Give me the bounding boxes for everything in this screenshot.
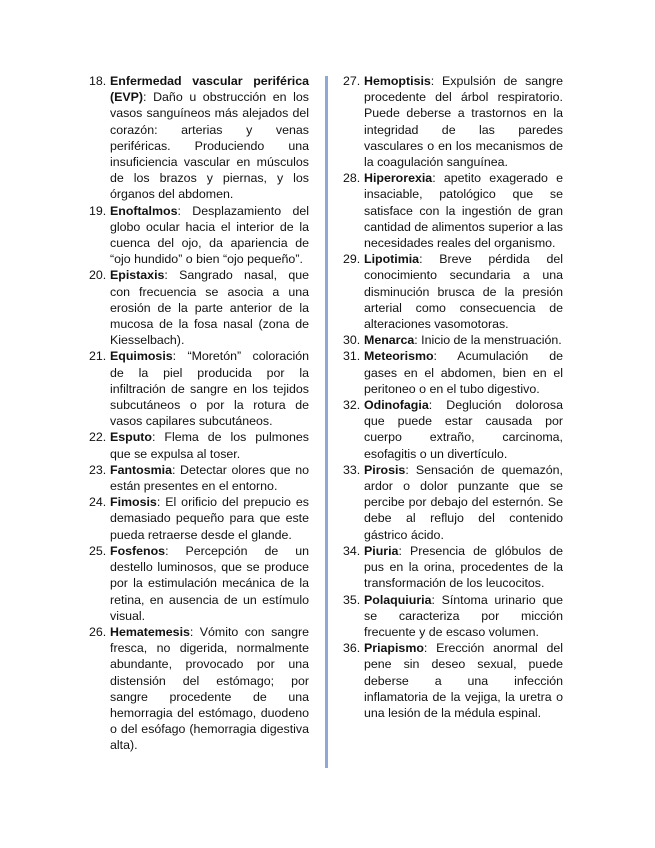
entry-term: Equimosis [110,349,173,364]
entry-term: Odinofagia [364,398,429,413]
entry-body [364,640,563,721]
glossary-entry [89,624,309,754]
entry-number: 19. [89,203,107,218]
glossary-entry [89,429,309,461]
glossary-entry [343,592,563,641]
entry-definition: : El orificio del prepucio es demasiado pequeño para que este pueda retraerse desde el glande. [110,495,309,542]
entry-number: 27. [343,74,361,88]
glossary-entry [89,494,309,543]
entry-body [110,73,309,203]
entry-body [364,348,563,397]
entry-number: 31. [343,349,361,364]
entry-body [364,251,563,332]
entry-definition: : apetito exagerado e insaciable, patológico que se satisface con la ingestión de gran cantidad de alimentos superior a las necesidades reales del organismo. [364,171,563,251]
entry-number: 24. [89,495,107,510]
entry-definition: : Acumulación de gases en el abdomen, bien en el peritoneo o en el tubo digestivo. [364,349,563,396]
glossary-entry [89,462,309,494]
glossary-entry [89,348,309,429]
entry-term: Fimosis [110,495,157,510]
entry-definition: : Síntoma urinario que se caracteriza por micción frecuente y de escaso volumen. [364,592,563,639]
entry-definition: : Expulsión de sangre procedente del árbol respiratorio. Puede deberse a trastornos en la integridad de las paredes vasculares o en los mecanismos de la coagulación sanguínea. [364,74,563,170]
entry-definition: : “Moretón” coloración de la piel producida por la infiltración de sangre en los tejidos subcutáneos o por la rotura de vasos capilares subcutáneos. [110,349,309,429]
glossary-entry [343,348,563,397]
entry-definition: : Daño u obstrucción en los vasos sanguíneos más alejados del corazón: arterias y venas periféricas. Produciendo una insuficiencia vascular en músculos de los brazos y piernas, y los órganos del abdomen. [110,90,309,202]
glossary-entry [343,543,563,592]
entry-definition: : Detectar olores que no están presentes en el entorno. [110,462,309,494]
entry-definition: : Flema de los pulmones que se expulsa al toser. [110,430,309,461]
entry-body [364,543,563,592]
entry-definition: : Percepción de un destello luminosos, que se produce por la estimulación mecánica de la retina, en ausencia de un estímulo visual. [110,543,309,623]
entry-number: 32. [343,398,361,413]
entry-number: 26. [89,624,107,639]
entry-number: 21. [89,349,107,364]
entry-number: 22. [89,430,107,445]
glossary-entry [89,73,309,203]
glossary-entry [343,73,563,170]
entry-body [364,397,563,462]
entry-term: Hematemesis [110,624,190,639]
entry-definition: : Sangrado nasal, que con frecuencia se asocia a una erosión de la parte anterior de la mucosa de la fosa nasal (zona de Kiesselbach). [110,268,309,348]
right-column [343,73,563,721]
entry-term: Epistaxis [110,268,165,283]
entry-number: 36. [343,641,361,656]
entry-body [110,494,309,543]
entry-definition: : Erección anormal del pene sin deseo sexual, puede deberse a una infección inflamatoria de la vejiga, la uretra o una lesión de la médula espinal. [364,641,563,720]
entry-body [110,348,309,429]
entry-definition: : Breve pérdida del conocimiento secundaria a una disminución brusca de la presión arterial como consecuencia de alteraciones vasomotoras. [364,252,563,332]
entry-term: Hiperorexia [364,171,433,186]
entry-definition: : Desplazamiento del globo ocular hacia el interior de la cuenca del ojo, da apariencia de “ojo hundido” o bien “ojo pequeño”. [110,203,309,267]
entry-term: Meteorismo [364,349,434,364]
entry-body [364,170,563,251]
entry-body [364,592,563,641]
entry-body [110,543,309,624]
glossary-entry [89,203,309,268]
entry-term: Enfermedad vascular periférica (EVP) [110,74,309,105]
entry-number: 20. [89,268,107,283]
left-column [89,73,309,754]
entry-term: Piuria [364,543,399,558]
glossary-entry [89,267,309,348]
entry-term: Esputo [110,430,152,445]
entry-term: Polaquiuria [364,592,432,607]
entry-term: Hemoptisis [364,74,431,88]
entry-body [364,73,563,170]
entry-body [110,203,309,268]
entry-number: 29. [343,252,361,267]
entry-term: Fantosmia [110,462,172,477]
entry-definition: : Deglución dolorosa que puede estar causada por cuerpo extraño, carcinoma, esofagitis o un divertículo. [364,398,563,461]
glossary-entry [343,640,563,721]
entry-number: 25. [89,543,107,558]
entry-term: Enoftalmos [110,203,178,218]
entry-definition: : Inicio de la menstruación. [414,333,562,348]
glossary-entry [343,332,563,348]
glossary-entry [343,397,563,462]
glossary-entry [343,170,563,251]
entry-number: 23. [89,462,107,477]
entry-body [110,429,309,461]
entry-definition: : Vómito con sangre fresca, no digerida, normalmente abundante, provocado por una distensión del estómago; por sangre procedente de una hemorragia del estómago, duodeno o del esófago (hemorragia digestiva alta). [110,624,309,753]
entry-term: Menarca [364,333,415,348]
entry-number: 35. [343,592,361,607]
entry-term: Pirosis [364,462,406,477]
entry-body [364,462,563,543]
column-divider [325,76,328,768]
glossary-entry [89,543,309,624]
entry-definition: : Sensación de quemazón, ardor o dolor punzante que se percibe por debajo del esternón. Se debe al reflujo del contenido gástrico ácido. [364,462,563,542]
entry-term: Fosfenos [110,543,166,558]
entry-body [110,267,309,348]
entry-term: Priapismo [364,641,424,656]
glossary-entry [343,462,563,543]
entry-number: 30. [343,333,361,348]
entry-number: 33. [343,462,361,477]
entry-body [110,462,309,494]
entry-number: 28. [343,171,361,186]
entry-body [110,624,309,754]
glossary-entry [343,251,563,332]
entry-number: 34. [343,543,361,558]
entry-body [364,332,563,348]
entry-definition: : Presencia de glóbulos de pus en la orina, procedentes de la transformación de los leucocitos. [364,543,563,591]
entry-term: Lipotimia [364,252,420,267]
entry-number: 18. [89,74,107,88]
